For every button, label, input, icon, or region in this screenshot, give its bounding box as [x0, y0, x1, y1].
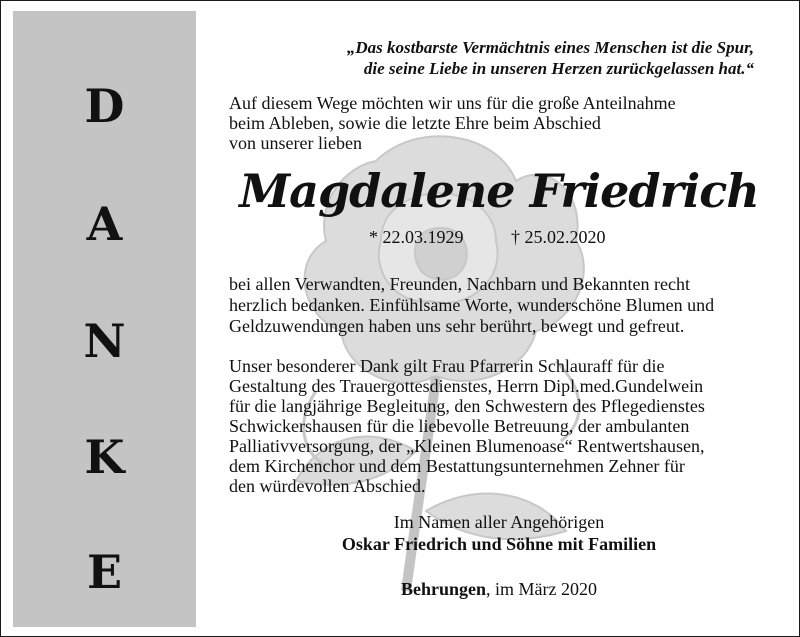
- place-month: , im März 2020: [486, 579, 597, 599]
- sidebar-letter-d: D: [84, 79, 125, 133]
- death-date: † 25.02.2020: [511, 227, 606, 247]
- paragraph2-line-2: Gestaltung des Trauergottesdienstes, Herrn Dipl.med.Gundelwein: [229, 376, 704, 396]
- sidebar-letter-e: E: [86, 545, 123, 599]
- sidebar-letter-a: A: [86, 197, 123, 251]
- thanks-paragraph-2: [229, 356, 769, 496]
- sidebar-letter-k: K: [84, 430, 125, 484]
- danke-sidebar: [13, 11, 196, 627]
- signature-family: Oskar Friedrich und Söhne mit Familien: [341, 534, 657, 554]
- memorial-quote: [194, 37, 754, 79]
- place-date: [229, 578, 769, 600]
- paragraph2-line-4: Schwickershausen für die liebevolle Betreuung, der ambulanten: [229, 416, 690, 436]
- intro-line-3: von unserer lieben: [229, 133, 362, 153]
- quote-line-2: die seine Liebe in unseren Herzen zurückgelassen hat.“: [363, 59, 754, 78]
- intro-line-1: Auf diesem Wege möchten wir uns für die große Anteilnahme: [229, 93, 676, 113]
- quote-line-1: „Das kostbarste Vermächtnis eines Menschen ist die Spur,: [346, 38, 754, 57]
- intro-line-2: beim Ableben, sowie die letzte Ehre beim Abschied: [229, 113, 601, 133]
- signature-block: [229, 511, 769, 555]
- paragraph1-line-2: herzlich bedanken. Einfühlsame Worte, wunderschöne Blumen und: [229, 295, 715, 315]
- birth-date: * 22.03.1929: [369, 227, 464, 247]
- deceased-name: Magdalene Friedrich: [239, 164, 759, 218]
- paragraph2-line-6: dem Kirchenchor und dem Bestattungsunternehmen Zehner für: [229, 456, 685, 476]
- paragraph2-line-1: Unser besonderer Dank gilt Frau Pfarrerin Schlauraff für die: [229, 356, 665, 376]
- paragraph2-line-7: den würdevollen Abschied.: [229, 476, 426, 496]
- place-town: Behrungen: [400, 579, 487, 599]
- intro-text: [229, 93, 769, 153]
- thanks-paragraph-1: [229, 274, 757, 337]
- paragraph1-line-3: Geldzuwendungen haben uns sehr berührt, bewegt und gefreut.: [229, 316, 685, 336]
- sidebar-letter-n: N: [83, 314, 126, 368]
- paragraph2-line-3: für die langjährige Begleitung, den Schwestern des Pflegedienstes: [229, 396, 705, 416]
- signature-line-1: Im Namen aller Angehörigen: [393, 512, 605, 532]
- paragraph1-line-1: bei allen Verwandten, Freunden, Nachbarn und Bekannten recht: [229, 274, 691, 294]
- paragraph2-line-5: Palliativversorgung, der „Kleinen Blumenoase“ Rentwertshausen,: [229, 436, 705, 456]
